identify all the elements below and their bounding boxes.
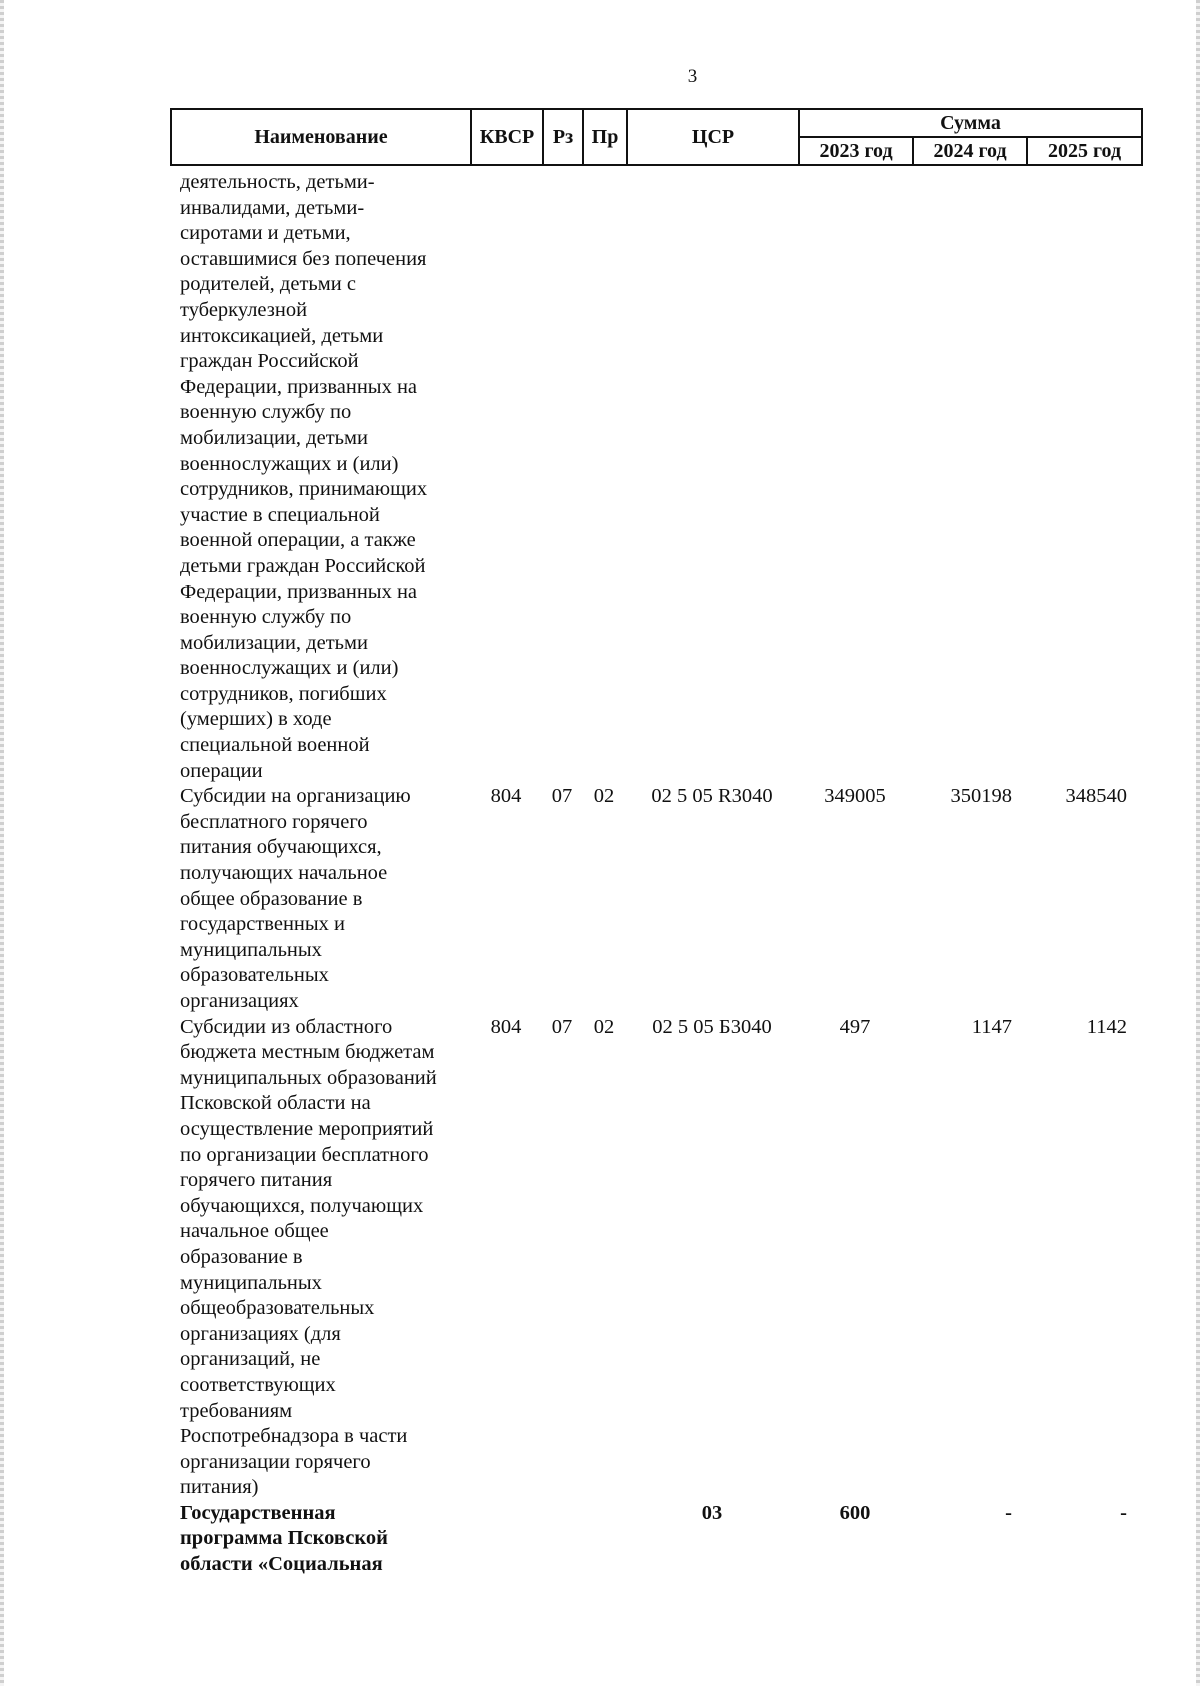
cell-rz: 07 <box>551 785 573 808</box>
cell-name: деятельность, детьми- инвалидами, детьми- сиротами и детьми, оставшимися без попечения родителей, детьми с туберкулезной интоксикацией, детьми граждан Российской Федерации, призванных на военную службу по мобилизации, детьми военнослужащих и (или) сотрудников, принимающих участие в специальной военной операции, а также детьми граждан Российской Федерации, призванных на военную службу по мобилизации, детьми военнослужащих и (или) сотрудников, погибших (умерших) в ходе специальной военной операции <box>180 171 428 782</box>
header-pr: Пр <box>583 109 627 165</box>
header-sum: Сумма <box>799 109 1142 137</box>
cell-kvsr: 804 <box>490 1015 522 1038</box>
cell-2024: 1147 <box>971 1015 1012 1038</box>
cell-2023 <box>798 170 912 784</box>
header-rz: Рз <box>543 109 583 165</box>
cell-2024: 350198 <box>950 785 1012 808</box>
header-year-2024: 2024 год <box>913 137 1027 165</box>
cell-pr: 02 <box>593 785 615 808</box>
cell-csr: 03 <box>701 1501 723 1524</box>
cell-2025: 1142 <box>1086 1015 1127 1038</box>
cell-2025: - <box>1120 1501 1127 1524</box>
cell-name: Субсидии на организацию бесплатного горячего питания обучающихся, получающих начальное общее образование в государственных и муниципальных образовательных организациях <box>180 785 411 1012</box>
cell-csr <box>626 170 798 784</box>
page-number: 3 <box>687 66 698 87</box>
cell-pr <box>582 170 626 784</box>
cell-kvsr <box>470 170 542 784</box>
cell-csr: 02 5 05 Б3040 <box>652 1015 772 1038</box>
cell-2024: - <box>1005 1501 1012 1524</box>
scan-edge-right <box>1196 0 1200 1686</box>
header-kvsr: КВСР <box>471 109 543 165</box>
table-row <box>170 784 1141 1014</box>
cell-2025: 348540 <box>1065 785 1127 808</box>
cell-kvsr: 804 <box>490 785 522 808</box>
cell-name: Государственная программа Псковской области «Социальная <box>180 1501 388 1576</box>
cell-pr: 02 <box>593 1015 615 1038</box>
table-row <box>170 1501 1141 1578</box>
table-header <box>170 108 1143 166</box>
cell-name: Субсидии из областного бюджета местным бюджетам муниципальных образований Псковской области на осуществление мероприятий по организации бесплатного горячего питания обучающихся, получающих начальное общее образование в муниципальных общеобразовательных организациях (для организаций, не соответствующих требованиям Роспотребнадзора в части организации горячего питания) <box>180 1015 437 1499</box>
table-row <box>170 1015 1141 1501</box>
cell-2023: 600 <box>839 1501 871 1524</box>
table-body <box>170 170 1141 1578</box>
cell-2024 <box>912 170 1026 784</box>
cell-rz <box>542 1501 582 1578</box>
cell-rz <box>542 170 582 784</box>
table-row <box>170 170 1141 784</box>
cell-pr <box>582 1501 626 1578</box>
cell-rz: 07 <box>551 1015 573 1038</box>
header-year-2025: 2025 год <box>1027 137 1142 165</box>
cell-2025 <box>1026 170 1141 784</box>
cell-2023: 497 <box>839 1015 871 1038</box>
header-year-2023: 2023 год <box>799 137 913 165</box>
header-csr: ЦСР <box>627 109 799 165</box>
cell-kvsr <box>470 1501 542 1578</box>
cell-csr: 02 5 05 R3040 <box>651 785 773 808</box>
header-name: Наименование <box>171 109 471 165</box>
scan-edge-left <box>0 0 4 1686</box>
cell-2023: 349005 <box>824 785 886 808</box>
